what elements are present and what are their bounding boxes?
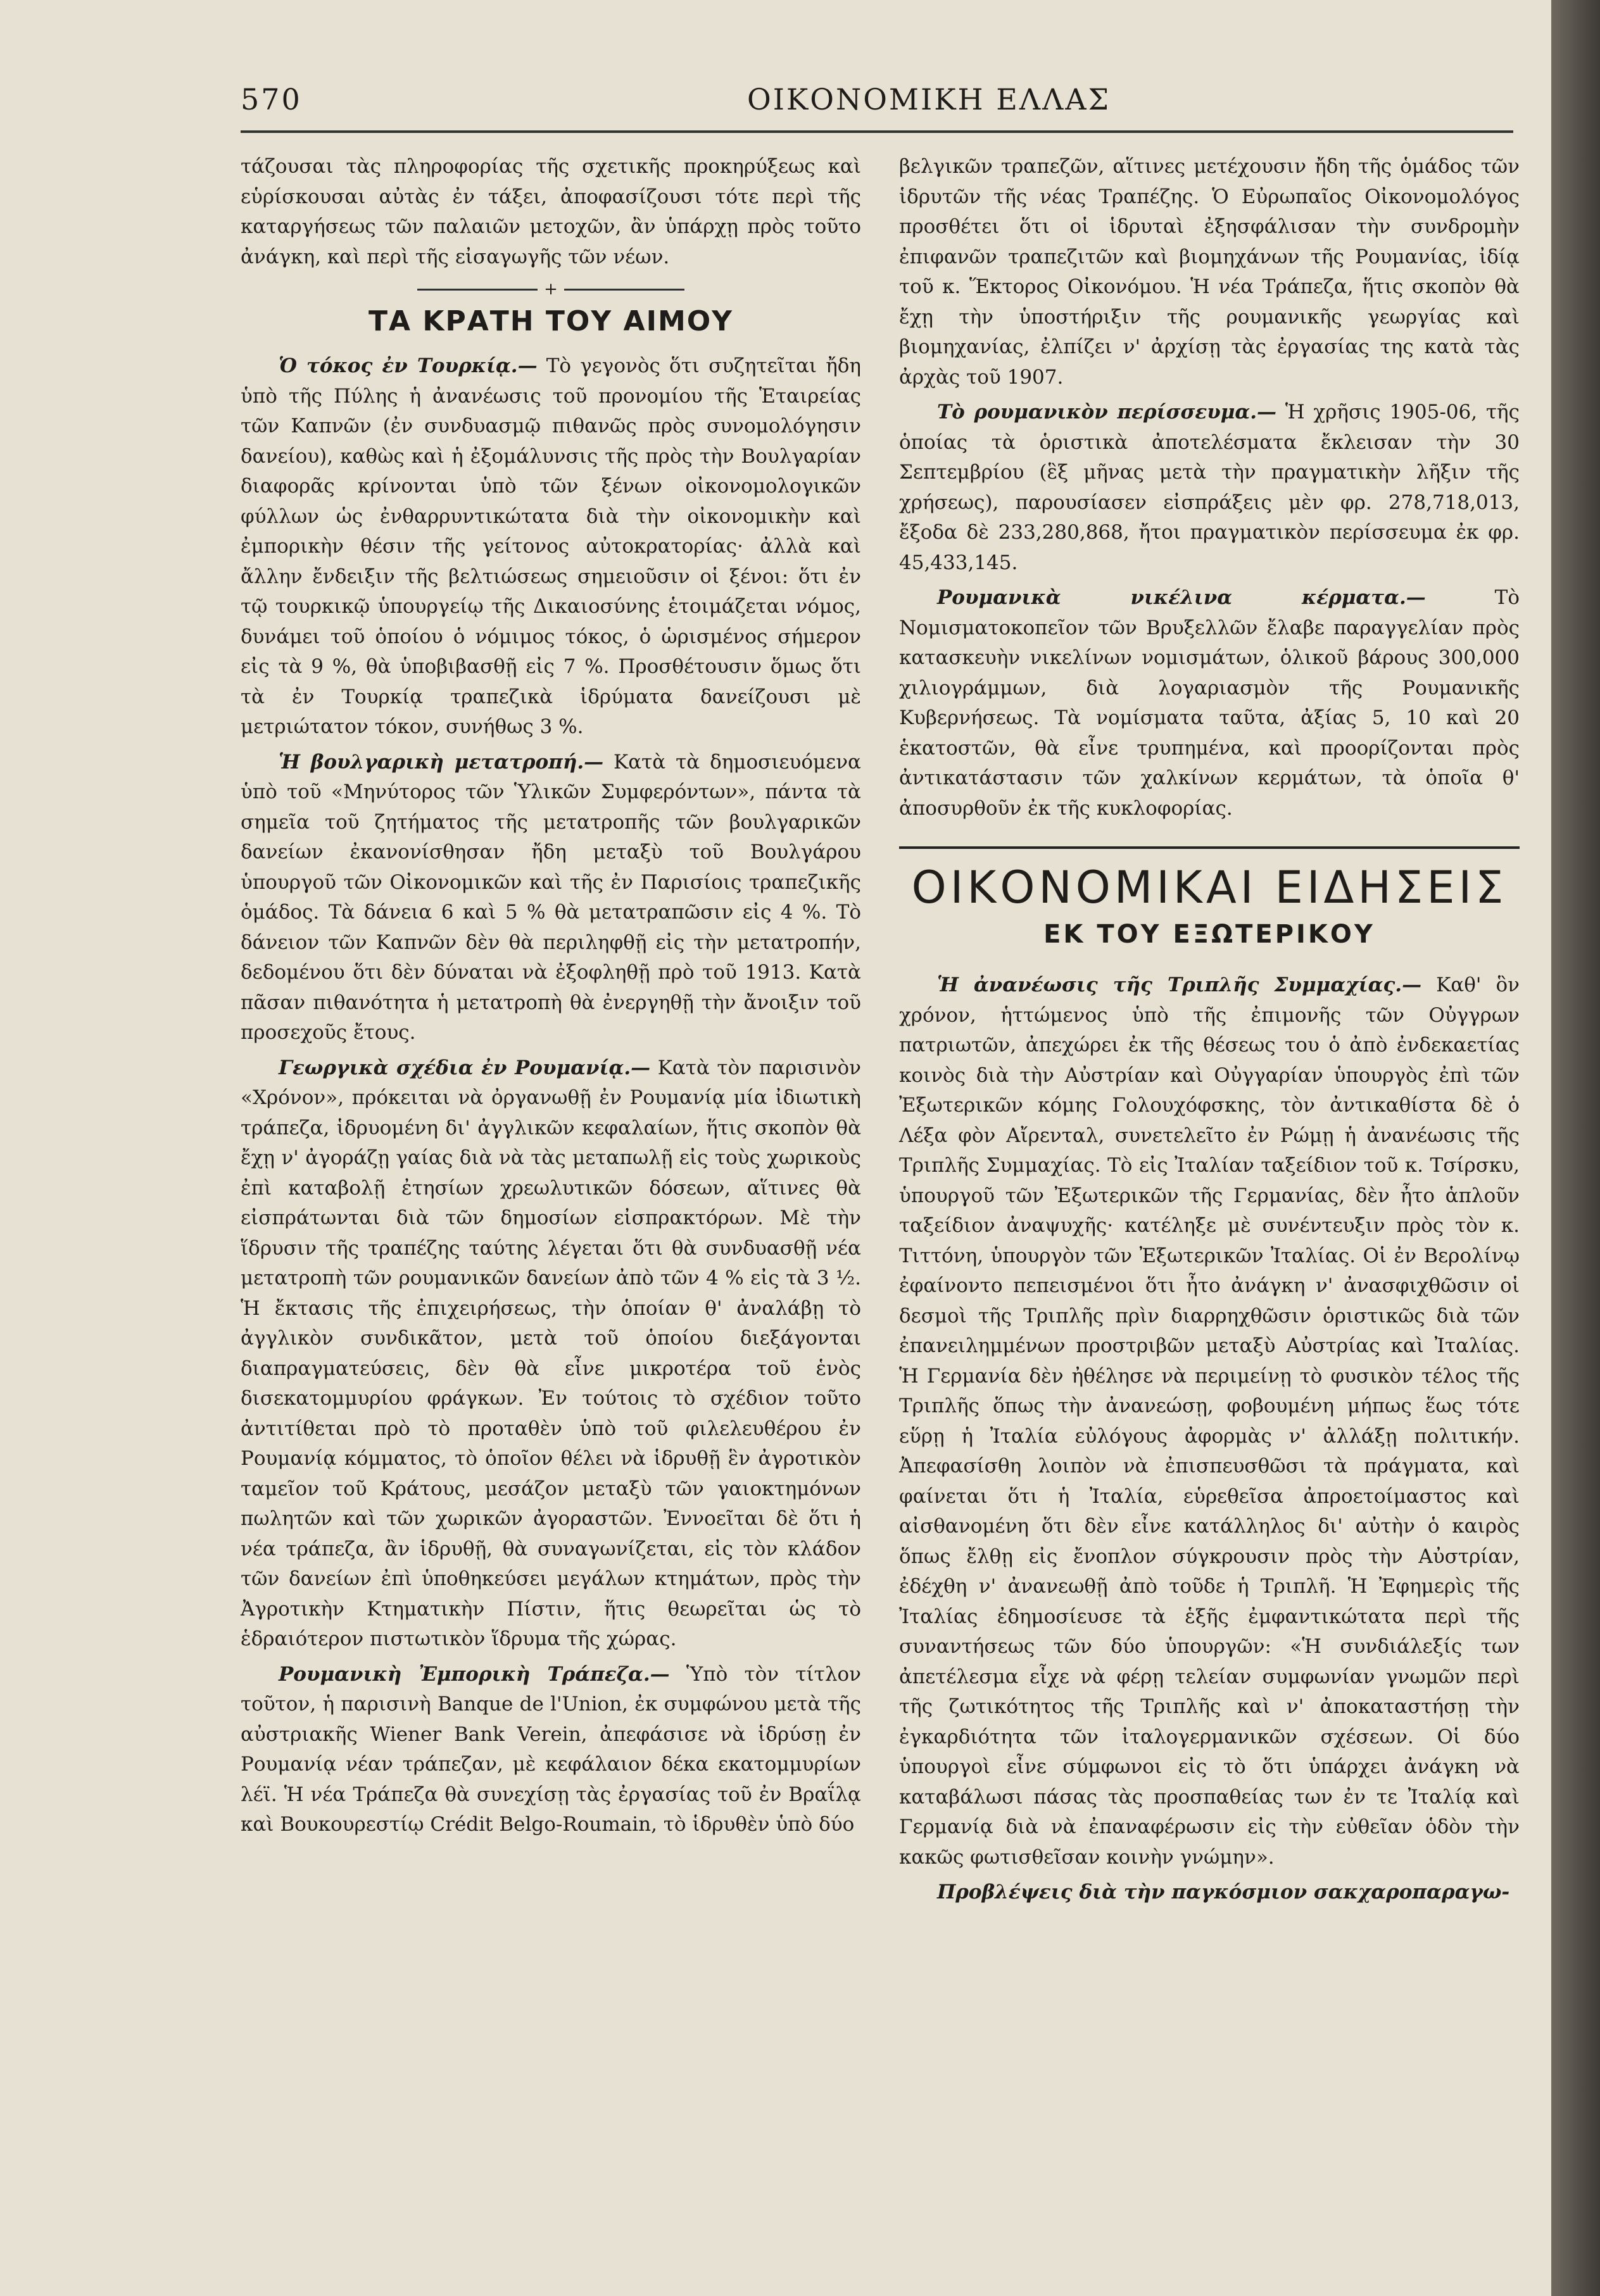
article-romanian-surplus xyxy=(899,398,1520,578)
article-body: Τὸ γεγονὸς ὅτι συζητεῖται ἤδη ὑπὸ τῆς Πύλης ἡ ἀνανέωσις τοῦ προνομίου τῆς Ἑταιρείας τῶν Καπνῶν (ἐν συνδυασμῷ πιθανῶς πρὸς συνομολόγησιν δανείου), καθὼς καὶ ἡ ἐξομάλυνσις τῆς πρὸς τὴν Βουλγαρίαν διαφορᾶς κρίνονται ὑπὸ τῶν ξένων οἰκονομολογικῶν φύλλων ὡς ἐνθαρρυντικώτατα διὰ τὴν οἰκονομικὴν καὶ ἐμπορικὴν θέσιν τῆς γείτονος αὐτοκρατορίας· ἀλλὰ καὶ ἄλλην ἔνδειξιν τῆς βελτιώσεως σημειοῦσιν οἱ ξένοι: ὅτι ἐν τῷ τουρκικῷ ὑπουργείῳ τῆς Δικαιοσύνης ἑτοιμάζεται νόμος, δυνάμει τοῦ ὁποίου ὁ νόμιμος τόκος, ὁ ὡρισμένος σήμερον εἰς τὰ 9 %, θὰ ὑποβιβασθῇ εἰς 7 %. Προσθέτουσιν ὅμως ὅτι τὰ ἐν Τουρκίᾳ τραπεζικὰ ἱδρύματα δανείζουσι μὲ μετριώτατον τόκον, συνήθως 3 %. xyxy=(241,354,861,738)
article-lead: Ἡ ἀνανέωσις τῆς Τριπλῆς Συμμαχίας.— xyxy=(937,974,1422,996)
page-header xyxy=(241,82,1513,127)
article-romanian-commercial-bank xyxy=(241,1660,861,1840)
article-lead: Προβλέψεις διὰ τὴν παγκόσμιον σακχαροπαραγω- xyxy=(937,1881,1510,1904)
article-body: Ἡ χρῆσις 1905-06, τῆς ὁποίας τὰ ὁριστικὰ ἀποτελέσματα ἔκλεισαν τὴν 30 Σεπτεμβρίου (ἓξ μῆνας μετὰ τὴν πραγματικὴν λῆξιν τῆς χρήσεως), παρουσίασεν εἰσπράξεις μὲν φρ. 278,718,013, ἔξοδα δὲ 233,280,868, ἤτοι πραγματικὸν περίσσευμα ἐκ φρ. 45,433,145. xyxy=(899,401,1520,574)
running-title: ΟΙΚΟΝΟΜΙΚΗ ΕΛΛΑΣ xyxy=(747,82,1111,116)
header-rule xyxy=(241,130,1513,133)
right-intro-paragraph: βελγικῶν τραπεζῶν, αἵτινες μετέχουσιν ἤδη τῆς ὁμάδος τῶν ἱδρυτῶν τῆς νέας Τραπέζης. Ὁ Εὐρωπαῖος Οἰκονομολόγος προσθέτει ὅτι οἱ ἱδρυταὶ ἐξησφάλισαν τὴν συνδρομὴν ἐπιφανῶν τραπεζιτῶν καὶ βιομηχάνων τῆς Ρουμανίας, ἰδίᾳ τοῦ κ. Ἕκτορος Οἰκονόμου. Ἡ νέα Τράπεζα, ἥτις σκοπὸν θὰ ἔχῃ τὴν ὑποστήριξιν τῆς ρουμανικῆς γεωργίας καὶ βιομηχανίας, ἐλπίζει ν' ἀρχίσῃ τὰς ἐργασίας της κατὰ τὰς ἀρχὰς τοῦ 1907. xyxy=(899,155,1520,389)
article-nickel-coins xyxy=(899,583,1520,824)
section-title-economic-news: ΟΙΚΟΝΟΜΙΚΑΙ ΕΙΔΗΣΕΙΣ xyxy=(911,862,1508,913)
article-body: Κατὰ τὸν παρισινὸν «Χρόνον», πρόκειται νὰ ὀργανωθῇ ἐν Ρουμανίᾳ μία ἰδιωτικὴ τράπεζα, ἱδρυομένη δι' ἀγγλικῶν κεφαλαίων, ἥτις σκοπὸν θὰ ἔχῃ ν' ἀγοράζῃ γαίας διὰ νὰ τὰς μεταπωλῇ εἰς τοὺς χωρικοὺς ἐπὶ καταβολῇ ἐτησίων χρεωλυτικῶν δόσεων, αἵτινες θὰ εἰσπράτωνται διὰ τῶν δημοσίων εἰσπρακτόρων. Μὲ τὴν ἵδρυσιν τῆς τραπέζης ταύτης λέγεται ὅτι θὰ συνδυασθῇ νέα μετατροπὴ τῶν ρουμανικῶν δανείων ἀπὸ τῶν 4 % εἰς τὰ 3 ½. Ἡ ἔκτασις τῆς ἐπιχειρήσεως, τὴν ὁποίαν θ' ἀναλάβῃ τὸ ἀγγλικὸν συνδικᾶτον, μετὰ τοῦ ὁποίου διεξάγονται διαπραγματεύσεις, δὲν θὰ εἶνε μικροτέρα τοῦ ἑνὸς δισεκατομμυρίου φράγκων. Ἐν τούτοις τὸ σχέδιον τοῦτο ἀντιτίθεται πρὸ τὸ προταθὲν ὑπὸ τοῦ φιλελευθέρου ἐν Ρουμανίᾳ κόμματος, τὸ ὁποῖον θέλει νὰ ἱδρυθῇ ἓν ἀγροτικὸν ταμεῖον τοῦ Κράτους, μεσάζον μεταξὺ τῶν γαιοκτημόνων πωλητῶν καὶ τῶν χωρικῶν ἀγοραστῶν. Ἐννοεῖται δὲ ὅτι ἡ νέα τράπεζα, ἂν ἱδρυθῇ, θὰ συναγωνίζεται, εἰς τὸν κλάδον τῶν δανείων ἐπὶ ὑποθηκεύσει μεγάλων κτημάτων, πρὸς τὴν Ἀγροτικὴν Κτηματικὴν Πίστιν, ἥτις θεωρεῖται ὡς τὸ ἑδραιότερον πιστωτικὸν ἵδρυμα τῆς χώρας. xyxy=(241,1056,861,1650)
section-rule xyxy=(899,846,1520,849)
page-number: 570 xyxy=(241,82,302,116)
article-lead: Ὁ τόκος ἐν Τουρκίᾳ.— xyxy=(279,354,538,377)
section-ornament xyxy=(241,280,861,299)
article-body: Ὑπὸ τὸν τίτλον τοῦτον, ἡ παρισινὴ Banque de l'Union, ἐκ συμφώνου μετὰ τῆς αὐστριακῆς Wiener Bank Verein, ἀπεφάσισε νὰ ἱδρύσῃ ἐν Ρουμανίᾳ νέαν τράπεζαν, μὲ κεφάλαιον δέκα εκατομμυρίων λέϊ. Ἡ νέα Τράπεζα θὰ συνεχίσῃ τὰς ἐργασίας τοῦ ἐν Βραΐλᾳ καὶ Βουκουρεστίῳ Crédit Belgo-Roumain, τὸ ἱδρυθὲν ὑπὸ δύο xyxy=(241,1662,861,1836)
binding-edge xyxy=(1551,0,1600,2296)
article-body: Καθ' ὃν χρόνον, ἡττώμενος ὑπὸ τῆς ἐπιμονῆς τῶν Οὐγγρων πατριωτῶν, ἀπεχώρει ἐκ τῆς θέσεως του ὁ ἀπὸ ἐνδεκαετίας κοινὸς διὰ τὴν Αὐστρίαν καὶ Οὐγγαρίαν ὑπουργὸς ἐπὶ τῶν Ἐξωτερικῶν κόμης Γολουχόφσκης, τὸν ἀντικαθίστα δὲ ὁ Λέξα φὸν Αἴρενταλ, συνετελεῖτο ἐν Ρώμῃ ἡ ἀνανέωσις τῆς Τριπλῆς Συμμαχίας. Τὸ εἰς Ἰταλίαν ταξείδιον τοῦ κ. Τσίρσκυ, ὑπουργοῦ τῶν Ἐξωτερικῶν τῆς Γερμανίας, δὲν ἦτο ἁπλοῦν ταξείδιον ἀναψυχῆς· κατέληξε μὲ συνέντευξιν πρὸς τὸν κ. Τιττόνη, ὑπουργὸν τῶν Ἐξωτερικῶν Ἰταλίας. Οἱ ἐν Βερολίνῳ ἐφαίνοντο πεπεισμένοι ὅτι ἦτο ἀνάγκη ν' ἀνασφιχθῶσιν οἱ δεσμοὶ τῆς Τριπλῆς πρὶν διαρρηχθῶσιν ὁριστικῶς διὰ τῶν ἐπανειλημμένων προστριβῶν μεταξὺ Αὐστρίας καὶ Ἰταλίας. Ἡ Γερμανία δὲν ἠθέλησε νὰ περιμείνῃ τὸ φυσικὸν τέλος τῆς Τριπλῆς ὅπως τὴν ἀνανεώσῃ, φοβουμένη μήπως ἕως τότε εὕρῃ ἡ Ἰταλία εὐλόγους ἀφορμὰς ν' ἀλλάξῃ πολιτικήν. Ἀπεφασίσθη λοιπὸν νὰ ἐπισπευσθῶσι τὰ πράγματα, καὶ φαίνεται ὅτι ἡ Ἰταλία, εὑρεθεῖσα ἀπροετοίμαστος καὶ αἰσθανομένη ὅτι δὲν εἶνε κατάλληλος δι' αὐτὴν ὁ καιρὸς ὅπως ἔλθῃ εἰς ἔνοπλον σύγκρουσιν πρὸς τὴν Αὐστρίαν, ἐδέχθη ν' ἀνανεωθῇ ἀπὸ τοῦδε ἡ Τριπλῆ. Ἡ Ἐφημερὶς τῆς Ἰταλίας ἐδημοσίευσε τὰ ἑξῆς ἐμφαντικώτατα περὶ τῆς συναντήσεως τῶν δύο ὑπουργῶν: «Ἡ συνδιάλεξίς των ἀπετέλεσμα εἶχε νὰ φέρῃ τελείαν συμφωνίαν γνωμῶν περὶ τῆς ζωτικότητος τῆς Τριπλῆς καὶ ν' ἀποκαταστήσῃ τὴν ἐγκαρδιότητα τῶν ἰταλογερμανικῶν σχέσεων. Οἱ δύο ὑπουργοὶ εἶνε σύμφωνοι εἰς τὸ ὅτι ὑπάρχει ἀνάγκη νὰ καταβάλωσι πάσας τὰς προσπαθείας των ἐν τε Ἰταλίᾳ καὶ Γερμανίᾳ διὰ νὰ ἐπαναφέρωσιν εἰς τὴν εὐθεῖαν ὁδὸν τὴν κακῶς φωτισθεῖσαν κοινὴν γνώμην». xyxy=(899,974,1520,1869)
article-lead: Ρουμανικὴ Ἐμπορικὴ Τράπεζα.— xyxy=(279,1662,670,1686)
section-subtitle-abroad: ΕΚ ΤΟΥ ΕΞΩΤΕΡΙΚΟΥ xyxy=(1043,920,1375,949)
section-title-balkan-states: ΤΑ ΚΡΑΤΗ ΤΟΥ ΑΙΜΟΥ xyxy=(368,305,733,337)
article-body: Κατὰ τὰ δημοσιευόμενα ὑπὸ τοῦ «Μηνύτορος τῶν Ὑλικῶν Συμφερόντων», πάντα τὰ σημεῖα τοῦ ζητήματος τῆς μετατροπῆς τῶν βουλγαρικῶν δανείων ἐκανονίσθησαν ἤδη μεταξὺ τοῦ Βουλγάρου ὑπουργοῦ τῶν Οἰκονομικῶν καὶ τῆς ἐν Παρισίοις τραπεζικῆς ὁμάδος. Τὰ δάνεια 6 καὶ 5 % θὰ μετατραπῶσιν εἰς 4 %. Τὸ δάνειον τῶν Καπνῶν δὲν θὰ περιληφθῇ εἰς τὴν μετατροπήν, δεδομένου ὅτι δὲν δύναται νὰ ἐξοφληθῇ πρὸ τοῦ 1913. Κατὰ πᾶσαν πιθανότητα ἡ μετατροπὴ θὰ ἐνεργηθῇ τὴν ἄνοιξιν τοῦ προσεχοῦς ἔτους. xyxy=(241,750,861,1044)
ornament-cross: + xyxy=(544,280,558,299)
article-lead: Ἡ βουλγαρικὴ μετατροπή.— xyxy=(279,750,604,774)
article-romania-agrarian xyxy=(241,1053,861,1655)
article-lead: Τὸ ρουμανικὸν περίσσευμα.— xyxy=(937,401,1277,423)
right-column xyxy=(899,152,1520,1913)
left-column xyxy=(241,152,861,1845)
article-lead: Γεωργικὰ σχέδια ἐν Ρουμανίᾳ.— xyxy=(279,1056,651,1079)
article-body: Τὸ Νομισματοκοπεῖον τῶν Βρυξελλῶν ἔλαβε παραγγελίαν πρὸς κατασκευὴν νικελίνων νομισμάτων, ὁλικοῦ βάρους 300,000 χιλιογράμμων, διὰ λογαριασμὸν τῆς Ρουμανικῆς Κυβερνήσεως. Τὰ νομίσματα ταῦτα, ἀξίας 5, 10 καὶ 20 ἑκατοστῶν, θὰ εἶνε τρυπημένα, καὶ προορίζονται πρὸς ἀντικατάστασιν τῶν χαλκίνων κερμάτων, τὰ ὁποῖα θ' ἀποσυρθοῦν ἐκ τῆς κυκλοφορίας. xyxy=(899,586,1520,820)
article-turkey-interest xyxy=(241,351,861,743)
article-sugar-forecast xyxy=(899,1878,1520,1908)
article-lead: Ρουμανικὰ νικέλινα κέρματα.— xyxy=(937,586,1426,609)
left-intro-paragraph: τάζουσαι τὰς πληροφορίας τῆς σχετικῆς προκηρύξεως καὶ εὑρίσκουσαι αὐτὰς ἐν τάξει, ἀποφασίζουσι τότε περὶ τῆς καταργήσεως τῶν παλαιῶν μετοχῶν, ἂν ὑπάρχῃ πρὸς τοῦτο ἀνάγκη, καὶ περὶ τῆς εἰσαγωγῆς τῶν νέων. xyxy=(241,155,861,268)
article-triple-alliance xyxy=(899,970,1520,1873)
article-bulgarian-conversion xyxy=(241,748,861,1048)
